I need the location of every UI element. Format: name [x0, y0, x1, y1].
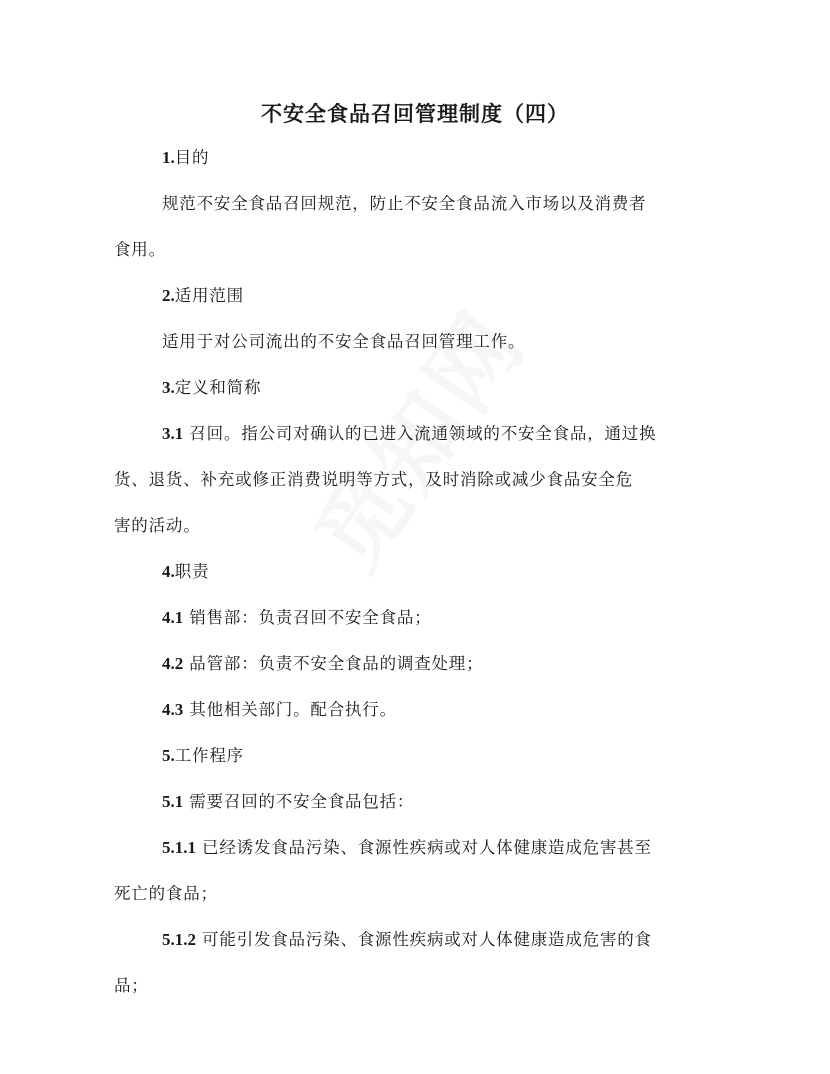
page-title: 不安全食品召回管理制度（四） [261, 102, 569, 126]
document-body [114, 135, 704, 1009]
section-4-heading: 4.职责 [162, 562, 210, 581]
section-3-1-line-3: 害的活动。 [114, 516, 201, 535]
section-5-heading: 5.工作程序 [162, 746, 244, 765]
section-2-body: 适用于对公司流出的不安全食品召回管理工作。 [162, 332, 526, 351]
section-4-3: 4.3 其他相关部门。配合执行。 [162, 700, 397, 719]
section-1-body-line-2: 食用。 [114, 240, 166, 259]
section-5-1-2-line-2: 品； [114, 976, 149, 995]
section-4-2: 4.2 品管部：负责不安全食品的调查处理； [162, 654, 484, 673]
section-5-1-2-line-1: 5.1.2 可能引发食品污染、食源性疾病或对人体健康造成危害的食 [162, 930, 652, 949]
section-1-heading: 1.目的 [162, 148, 210, 167]
section-5-1-1-line-1: 5.1.1 已经诱发食品污染、食源性疾病或对人体健康造成危害甚至 [162, 838, 652, 857]
section-3-1-line-1: 3.1 召回。指公司对确认的已进入流通领域的不安全食品，通过换 [162, 424, 657, 443]
section-2-heading: 2.适用范围 [162, 286, 244, 305]
section-5-1: 5.1 需要召回的不安全食品包括： [162, 792, 415, 811]
section-4-1: 4.1 销售部：负责召回不安全食品； [162, 608, 432, 627]
section-5-1-1-line-2: 死亡的食品； [114, 884, 218, 903]
section-3-1-line-2: 货、退货、补充或修正消费说明等方式，及时消除或减少食品安全危 [114, 470, 633, 489]
section-1-body-line-1: 规范不安全食品召回规范，防止不安全食品流入市场以及消费者 [162, 194, 647, 213]
section-3-heading: 3.定义和简称 [162, 378, 262, 397]
